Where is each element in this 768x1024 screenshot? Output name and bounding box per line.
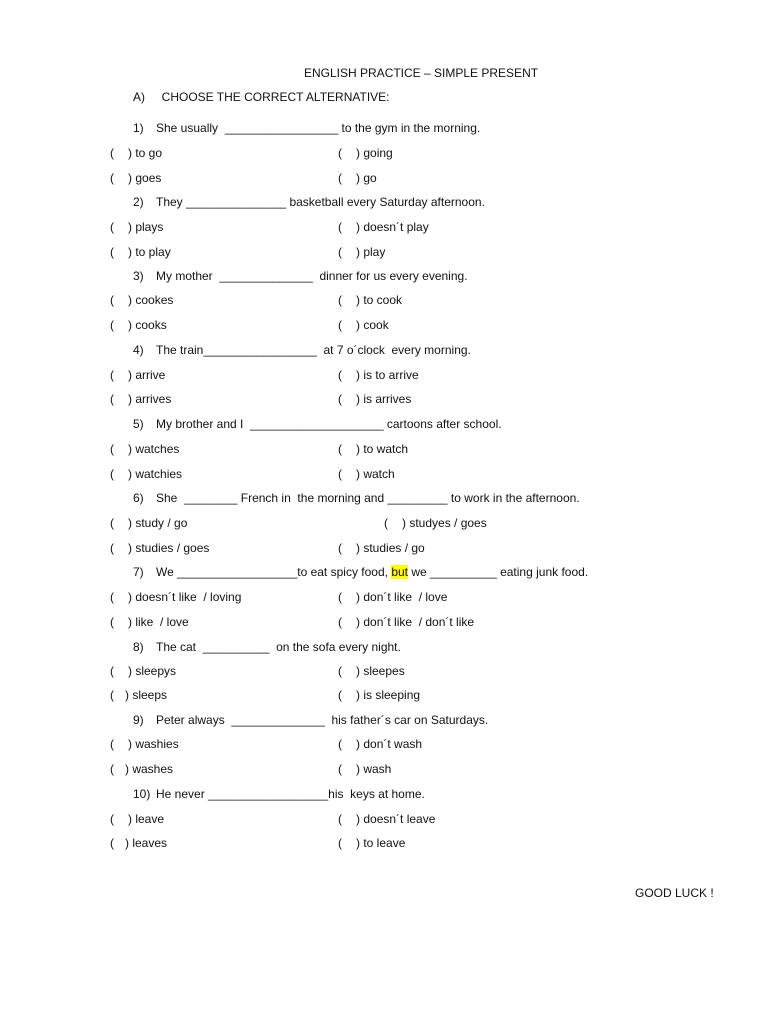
option-10c[interactable]: ( ) leaves xyxy=(110,836,168,850)
option-5c[interactable]: ( ) watchies xyxy=(110,467,183,481)
question-3: 3) My mother ______________ dinner for us every evening. xyxy=(133,269,468,283)
option-7b[interactable]: ( ) don´t like / love xyxy=(338,590,448,604)
question-6: 6) She ________ French in the morning and _________ to work in the afternoon. xyxy=(133,491,580,505)
option-4b[interactable]: ( ) is to arrive xyxy=(338,368,419,382)
option-10d[interactable]: ( ) to leave xyxy=(338,836,406,850)
option-9b[interactable]: ( ) don´t wash xyxy=(338,737,423,751)
option-5d[interactable]: ( ) watch xyxy=(338,467,395,481)
option-4c[interactable]: ( ) arrives xyxy=(110,392,172,406)
option-6d[interactable]: ( ) studies / go xyxy=(338,541,425,555)
question-4: 4) The train_________________ at 7 o´clock every morning. xyxy=(133,343,471,357)
option-2b[interactable]: ( ) doesn´t play xyxy=(338,220,429,234)
option-3a[interactable]: ( ) cookes xyxy=(110,293,174,307)
option-1d[interactable]: ( ) go xyxy=(338,171,377,185)
option-2c[interactable]: ( ) to play xyxy=(110,245,171,259)
option-1b[interactable]: ( ) going xyxy=(338,146,393,160)
option-2d[interactable]: ( ) play xyxy=(338,245,386,259)
closing-text: GOOD LUCK ! xyxy=(635,886,714,900)
question-10: 10) He never __________________his keys at home. xyxy=(133,787,425,801)
question-8: 8) The cat __________ on the sofa every night. xyxy=(133,640,401,654)
highlighted-word: but xyxy=(391,565,408,579)
option-6b[interactable]: ( ) studyes / goes xyxy=(384,516,487,530)
question-2: 2) They _______________ basketball every Saturday afternoon. xyxy=(133,195,485,209)
option-5a[interactable]: ( ) watches xyxy=(110,442,180,456)
option-4a[interactable]: ( ) arrive xyxy=(110,368,166,382)
option-4d[interactable]: ( ) is arrives xyxy=(338,392,412,406)
option-9d[interactable]: ( ) wash xyxy=(338,762,392,776)
option-8b[interactable]: ( ) sleepes xyxy=(338,664,405,678)
question-9: 9) Peter always ______________ his father´s car on Saturdays. xyxy=(133,713,489,727)
question-1: 1) She usually _________________ to the gym in the morning. xyxy=(133,121,481,135)
option-6a[interactable]: ( ) study / go xyxy=(110,516,188,530)
option-1c[interactable]: ( ) goes xyxy=(110,171,162,185)
question-5: 5) My brother and I ____________________ cartoons after school. xyxy=(133,417,502,431)
option-5b[interactable]: ( ) to watch xyxy=(338,442,409,456)
option-7d[interactable]: ( ) don´t like / don´t like xyxy=(338,615,475,629)
option-10b[interactable]: ( ) doesn´t leave xyxy=(338,812,436,826)
option-9a[interactable]: ( ) washies xyxy=(110,737,179,751)
option-8d[interactable]: ( ) is sleeping xyxy=(338,688,421,702)
option-3d[interactable]: ( ) cook xyxy=(338,318,389,332)
section-heading: A) CHOOSE THE CORRECT ALTERNATIVE: xyxy=(133,90,390,104)
option-9c[interactable]: ( ) washes xyxy=(110,762,174,776)
option-8a[interactable]: ( ) sleepys xyxy=(110,664,177,678)
option-3b[interactable]: ( ) to cook xyxy=(338,293,403,307)
option-6c[interactable]: ( ) studies / goes xyxy=(110,541,210,555)
option-8c[interactable]: ( ) sleeps xyxy=(110,688,168,702)
option-7c[interactable]: ( ) like / love xyxy=(110,615,189,629)
page-title: ENGLISH PRACTICE – SIMPLE PRESENT xyxy=(304,66,539,80)
option-7a[interactable]: ( ) doesn´t like / loving xyxy=(110,590,242,604)
option-2a[interactable]: ( ) plays xyxy=(110,220,164,234)
option-3c[interactable]: ( ) cooks xyxy=(110,318,167,332)
question-7: 7) We __________________to eat spicy food, but we __________ eating junk food. xyxy=(133,565,589,579)
option-10a[interactable]: ( ) leave xyxy=(110,812,165,826)
option-1a[interactable]: ( ) to go xyxy=(110,146,163,160)
